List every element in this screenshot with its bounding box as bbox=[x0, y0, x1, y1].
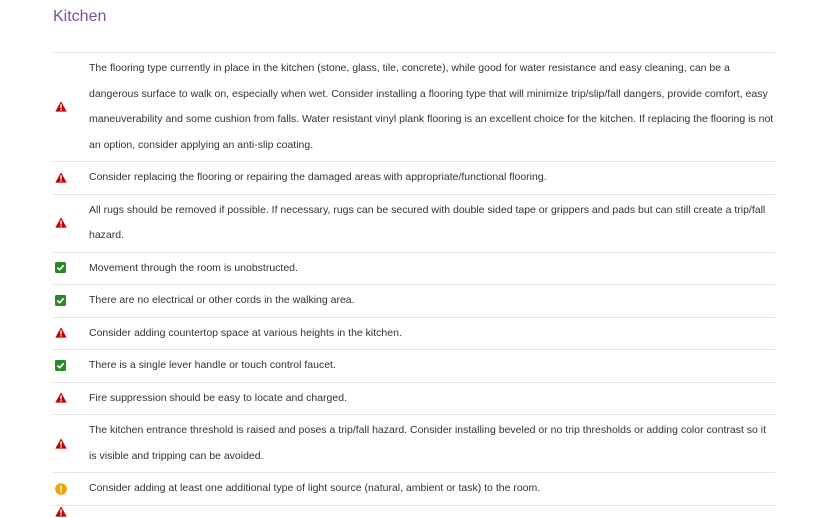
status-icon-cell bbox=[53, 327, 89, 339]
status-icon-cell bbox=[53, 506, 89, 518]
section-title: Kitchen bbox=[53, 8, 107, 25]
checklist-item-text: The flooring type currently in place in the kitchen (stone, glass, tile, concrete), while good for water resistance and easy cleaning, can be a dangerous surface to walk on, especially when wet. Consider installing a flooring type that will minimize trip/slip/fall dangers, provide comfort, easy maneuverability and some cushion from falls. Water resistant vinyl plank flooring is an excellent choice for the kitchen. If replacing the flooring is not an option, consider applying an anti-slip coating. bbox=[89, 62, 774, 151]
checklist-item-text: The kitchen entrance threshold is raised and poses a trip/fall hazard. Consider installing beveled or no trip thresholds or adding color contrast so it is visible and tripping can be avoided. bbox=[89, 424, 767, 462]
warning-triangle-icon bbox=[55, 327, 67, 339]
checklist-item bbox=[53, 382, 775, 415]
status-icon-cell bbox=[53, 483, 89, 495]
checklist-item-text: Movement through the room is unobstructed. bbox=[89, 261, 298, 274]
checklist-item bbox=[53, 472, 775, 505]
checklist-item-text: Consider replacing the flooring or repairing the damaged areas with appropriate/functional flooring. bbox=[89, 171, 547, 183]
warning-triangle-icon bbox=[55, 217, 67, 229]
checklist-item bbox=[53, 414, 775, 472]
checklist-item-text: Consider adding at least one additional type of light source (natural, ambient or task) to the room. bbox=[89, 482, 541, 494]
checklist-item bbox=[53, 52, 775, 161]
checklist-item-text: All rugs should be removed if possible. If necessary, rugs can be secured with double sided tape or grippers and pads but can still create a trip/fall hazard. bbox=[89, 203, 766, 241]
checklist-item-text: There are no electrical or other cords in the walking area. bbox=[89, 294, 355, 306]
warning-triangle-icon bbox=[55, 506, 67, 518]
checklist-item bbox=[53, 161, 775, 194]
status-icon-cell bbox=[53, 217, 89, 229]
status-icon-cell bbox=[53, 438, 89, 450]
checklist-item bbox=[53, 284, 775, 317]
status-icon-cell bbox=[53, 101, 89, 113]
checklist-item bbox=[53, 317, 775, 350]
checklist-item bbox=[53, 194, 775, 252]
status-icon-cell bbox=[53, 262, 89, 274]
warning-triangle-icon bbox=[55, 172, 67, 184]
check-square-icon bbox=[55, 295, 67, 307]
checklist-item-text: Fire suppression should be easy to locate and charged. bbox=[89, 391, 347, 404]
checklist-item-text: Consider adding countertop space at various heights in the kitchen. bbox=[89, 326, 402, 339]
checklist-item-text: There is a single lever handle or touch control faucet. bbox=[89, 359, 336, 371]
warning-triangle-icon bbox=[55, 392, 67, 404]
status-icon-cell bbox=[53, 295, 89, 307]
checklist-item bbox=[53, 252, 775, 285]
status-icon-cell bbox=[53, 392, 89, 404]
checklist-item bbox=[53, 505, 775, 518]
checklist-item bbox=[53, 349, 775, 382]
assessment-list bbox=[53, 52, 775, 518]
check-square-icon bbox=[55, 262, 67, 274]
warning-triangle-icon bbox=[55, 101, 67, 113]
status-icon-cell bbox=[53, 360, 89, 372]
check-square-icon bbox=[55, 360, 67, 372]
status-icon-cell bbox=[53, 172, 89, 184]
exclamation-circle-icon bbox=[55, 483, 67, 495]
warning-triangle-icon bbox=[55, 438, 67, 450]
